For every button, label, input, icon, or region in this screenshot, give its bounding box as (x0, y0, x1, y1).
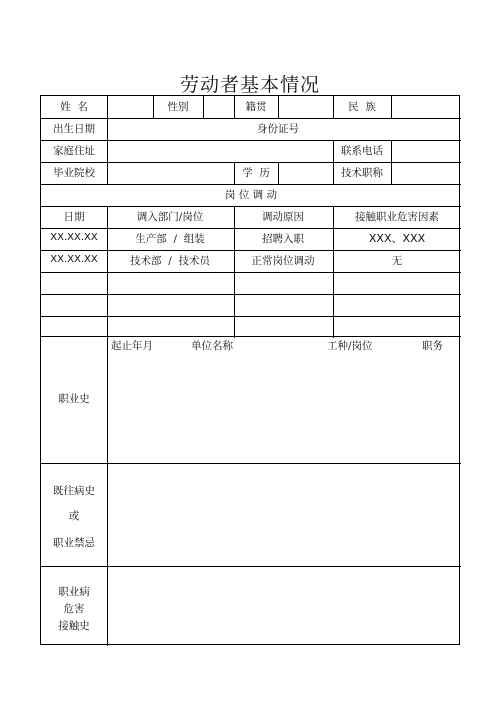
gender-label: 性别 (167, 101, 189, 113)
row-divider (41, 272, 461, 273)
transfer-row-dept: 技术部 / 技术员 (130, 255, 210, 267)
col-divider (107, 336, 108, 646)
transfer-row-hazard: XXX、XXX (368, 232, 426, 245)
col-divider (333, 140, 334, 184)
col-divider (234, 96, 235, 118)
transfer-header-hazard: 接触职业危害因素 (355, 211, 439, 223)
disease-exposure-label: 职业病 (58, 586, 90, 598)
transfer-header-reason: 调动原因 (262, 211, 304, 223)
ethnicity-label: 民 族 (348, 101, 376, 113)
medical-history-label: 职业禁忌 (53, 537, 95, 549)
medical-history-label: 或 (68, 510, 80, 522)
col-divider (391, 96, 392, 118)
disease-exposure-label: 危害 (63, 603, 85, 615)
row-divider (41, 162, 461, 163)
phone-label: 联系电话 (341, 145, 383, 157)
education-label: 学 历 (242, 167, 270, 179)
row-divider (41, 336, 461, 337)
native-place-label: 籍贯 (245, 101, 267, 113)
row-divider (41, 316, 461, 317)
col-divider (278, 162, 279, 184)
disease-exposure-label: 接触史 (58, 620, 90, 632)
transfer-row-date: XX.XX.XX (50, 232, 98, 243)
col-divider (234, 162, 235, 184)
row-divider (41, 118, 461, 119)
transfer-header-dept: 调入部门/岗位 (136, 211, 204, 223)
transfer-row-hazard: 无 (391, 255, 403, 267)
col-divider (203, 96, 204, 118)
col-divider (278, 96, 279, 118)
page-title: 劳动者基本情况 (179, 74, 320, 96)
col-divider (107, 96, 108, 184)
transfer-row-dept: 生产部 / 组装 (135, 233, 205, 245)
col-divider (333, 206, 334, 338)
col-divider (234, 206, 235, 338)
school-label: 毕业院校 (53, 167, 95, 179)
birth-date-label: 出生日期 (53, 123, 95, 135)
career-header-position: 职务 (422, 340, 443, 352)
row-divider (41, 250, 461, 251)
career-header-period: 起止年月 (111, 340, 153, 352)
row-divider (41, 140, 461, 141)
address-label: 家庭住址 (53, 145, 95, 157)
transfer-row-reason: 正常岗位调动 (251, 255, 315, 267)
worker-info-form (40, 95, 460, 645)
row-divider (41, 228, 461, 229)
row-divider (41, 294, 461, 295)
career-header-company: 单位名称 (191, 340, 233, 352)
tech-title-label: 技术职称 (341, 167, 383, 179)
transfer-row-reason: 招聘入职 (262, 233, 304, 245)
row-divider (41, 463, 461, 464)
id-number-label: 身份证号 (257, 123, 299, 135)
row-divider (41, 206, 461, 207)
col-divider (153, 96, 154, 118)
col-divider (333, 96, 334, 118)
name-label: 姓 名 (60, 101, 88, 113)
transfer-header-date: 日期 (63, 211, 85, 223)
row-divider (41, 566, 461, 567)
transfer-section-label: 岗 位 调 动 (224, 189, 278, 201)
col-divider (391, 140, 392, 184)
row-divider (41, 184, 461, 185)
transfer-row-date: XX.XX.XX (50, 254, 98, 265)
medical-history-label: 既往病史 (53, 485, 95, 497)
career-header-job: 工种/岗位 (327, 340, 373, 352)
career-history-label: 职业史 (58, 393, 90, 405)
col-divider (107, 206, 108, 338)
